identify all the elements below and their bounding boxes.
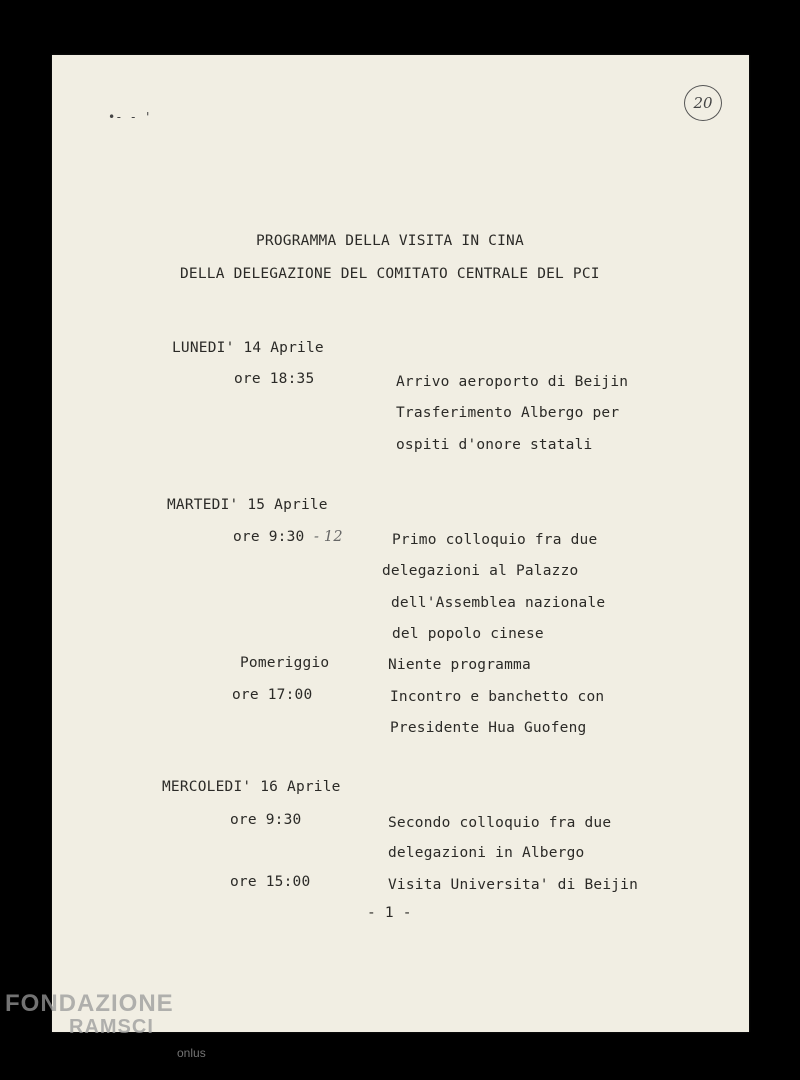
event-time: ore 18:35 [234,371,315,387]
page-number: - 1 - [367,905,412,921]
ink-mark: •‐ ‐ ' [108,110,152,124]
day-heading: MARTEDI' 15 Aprile [167,497,328,513]
event-time: ore 9:30 [230,812,302,828]
watermark-line-1: FONDAZIONE [5,990,174,1017]
event-line: delegazioni in Albergo [388,845,585,861]
event-line: Primo colloquio fra due [392,532,598,548]
event-line: dell'Assemblea nazionale [391,595,606,611]
title-line-1: PROGRAMMA DELLA VISITA IN CINA [256,233,524,249]
day-heading: MERCOLEDI' 16 Aprile [162,779,341,795]
event-line: Arrivo aeroporto di Beijin [396,374,629,390]
watermark-line-2: RAMSCI [69,1016,154,1038]
event-line: Presidente Hua Guofeng [390,720,587,736]
handwritten-note: - 12 [314,529,343,545]
event-time: Pomeriggio [240,655,330,671]
event-line: delegazioni al Palazzo [382,563,579,579]
event-line: Visita Universita' di Beijin [388,877,639,893]
document-page [52,55,749,1032]
event-line: del popolo cinese [392,626,544,642]
watermark-logo [5,990,206,1060]
title-line-2: DELLA DELEGAZIONE DEL COMITATO CENTRALE DEL PCI [180,266,600,282]
event-line: Secondo colloquio fra due [388,815,612,831]
event-line: Incontro e banchetto con [390,689,605,705]
event-line: Niente programma [388,657,531,673]
event-line: Trasferimento Albergo per [396,405,620,421]
page-marker: 20 [684,85,722,121]
event-time: ore 15:00 [230,874,311,890]
event-time: ore 9:30 [233,529,305,545]
event-line: ospiti d'onore statali [396,437,593,453]
day-heading: LUNEDI' 14 Aprile [172,340,324,356]
event-time: ore 17:00 [232,687,313,703]
watermark-line-3: onlus [177,1046,206,1060]
